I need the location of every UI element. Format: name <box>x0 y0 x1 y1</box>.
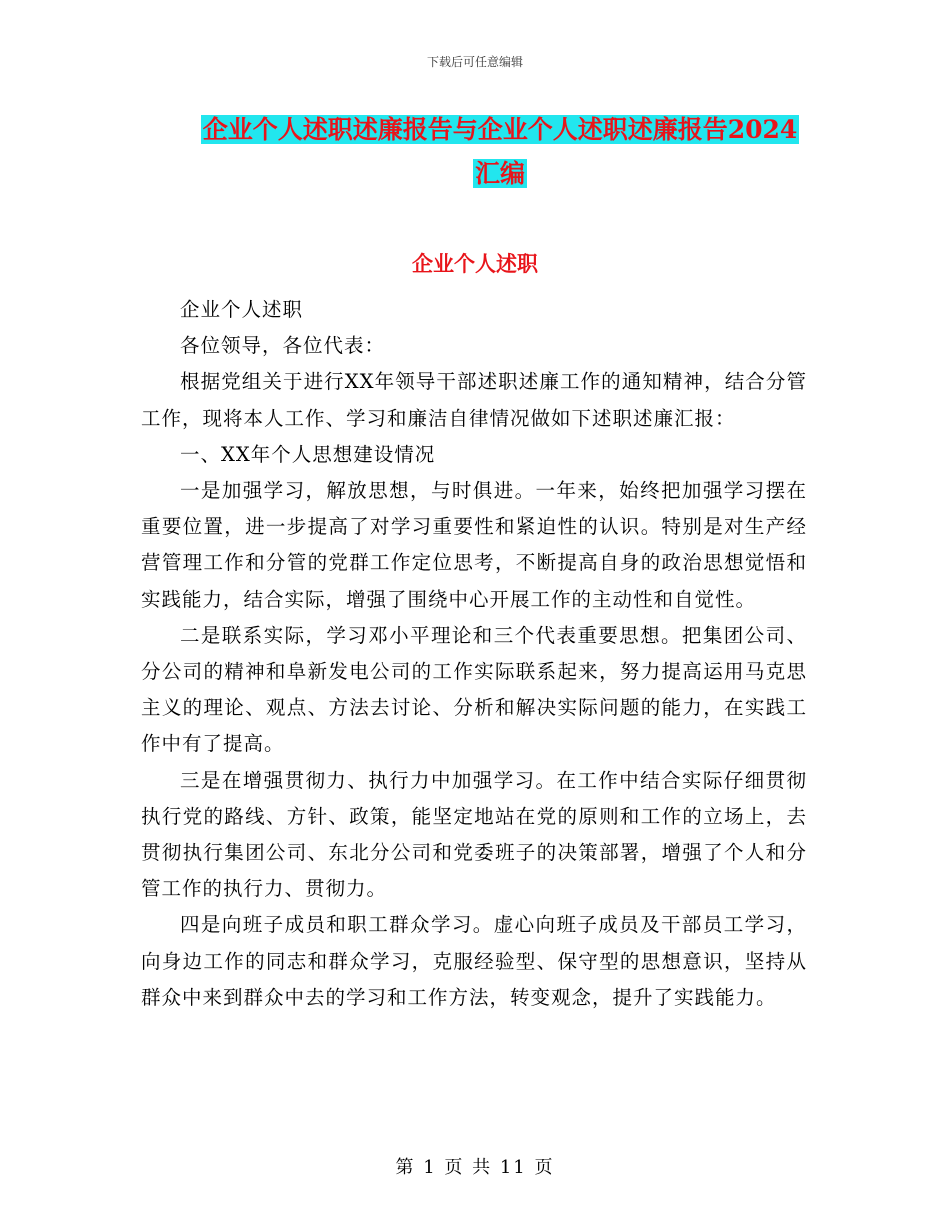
body-text <box>141 292 807 1016</box>
paragraph: 一、XX年个人思想建设情况 <box>180 442 436 466</box>
paragraph: 二是联系实际，学习邓小平理论和三个代表重要思想。把集团公司、分公司的精神和阜新发电公司的工作实际联系起来，努力提高运用马克思主义的理论、观点、方法去讨论、分析和解决实际问题的能力，在实践工作中有了提高。 <box>141 623 807 756</box>
paragraph: 企业个人述职 <box>180 298 304 321</box>
paragraph: 根据党组关于进行XX年领导干部述职述廉工作的通知精神，结合分管工作，现将本人工作、学习和廉洁自律情况做如下述职述廉汇报： <box>141 370 807 430</box>
page-footer: 第 1 页 共 11 页 <box>395 1157 555 1178</box>
paragraph: 四是向班子成员和职工群众学习。虚心向班子成员及干部员工学习，向身边工作的同志和群众学习，克服经验型、保守型的思想意识，坚持从群众中来到群众中去的学习和工作方法，转变观念，提升了实践能力。 <box>141 913 807 1009</box>
paragraph: 三是在增强贯彻力、执行力中加强学习。在工作中结合实际仔细贯彻执行党的路线、方针、政策，能坚定地站在党的原则和工作的立场上，去贯彻执行集团公司、东北分公司和党委班子的决策部署，增强了个人和分管工作的执行力、贯彻力。 <box>141 768 807 901</box>
section-title: 企业个人述职 <box>412 251 538 276</box>
title-line-1: 企业个人述职述廉报告与企业个人述职述廉报告2024 <box>202 115 798 144</box>
title-line-2: 汇编 <box>474 159 525 188</box>
paragraph: 一是加强学习，解放思想，与时俱进。一年来，始终把加强学习摆在重要位置，进一步提高了对学习重要性和紧迫性的认识。特别是对生产经营管理工作和分管的党群工作定位思考，不断提高自身的政治思想觉悟和实践能力，结合实际，增强了围绕中心开展工作的主动性和自觉性。 <box>141 479 807 611</box>
document-title <box>140 108 860 196</box>
header-note: 下载后可任意编辑 <box>426 55 523 69</box>
paragraph: 各位领导，各位代表： <box>180 334 386 358</box>
